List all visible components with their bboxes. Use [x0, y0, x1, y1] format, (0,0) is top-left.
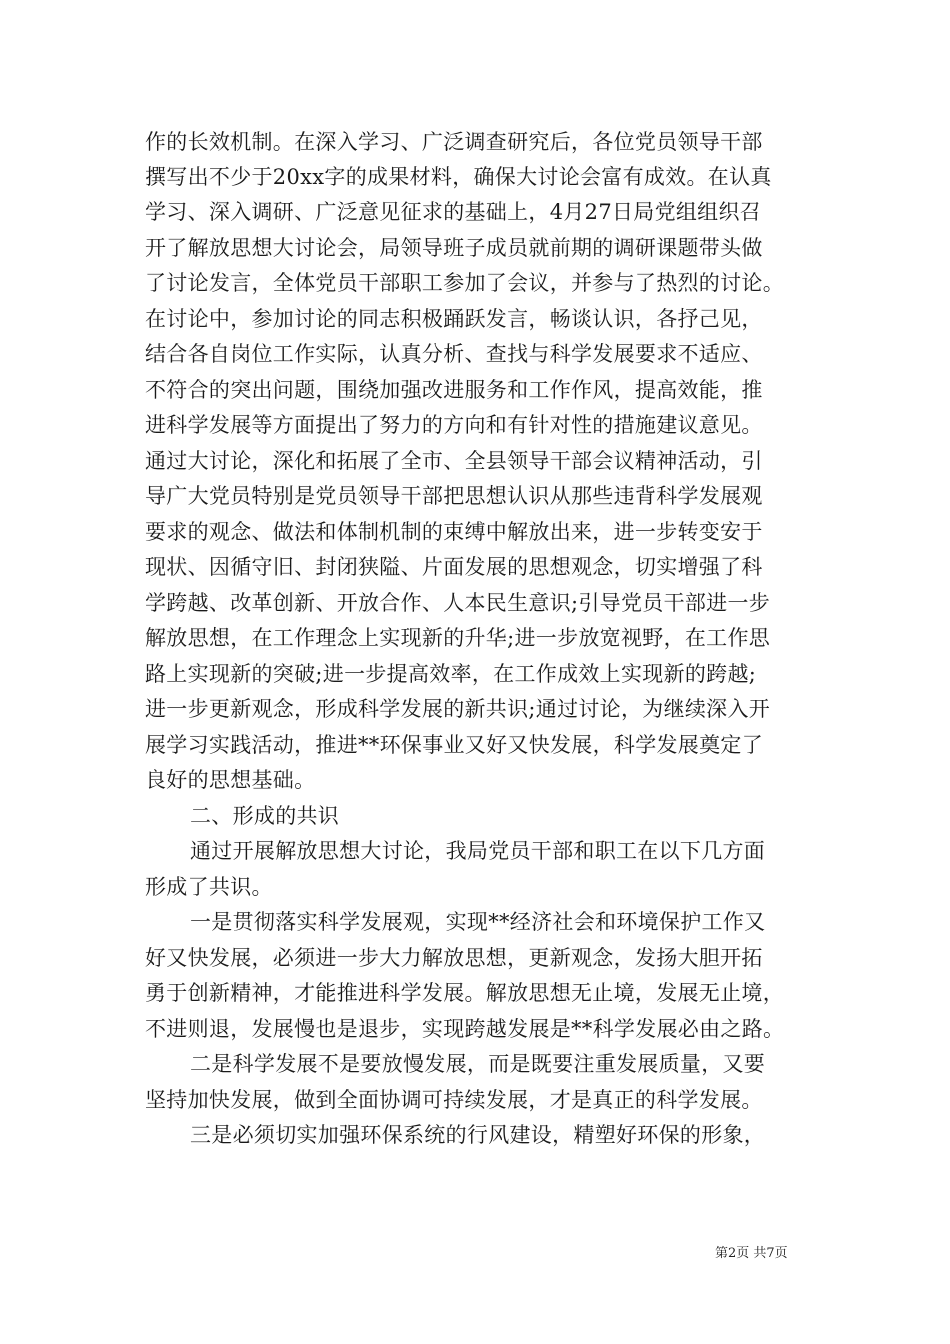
body-text-line: 不符合的突出问题，围绕加强改进服务和工作作风，提高效能，推 — [145, 378, 763, 402]
body-text-line: 开了解放思想大讨论会，局领导班子成员就前期的调研课题带头做 — [145, 236, 763, 260]
page-number-footer: 第2页 共7页 — [715, 1246, 788, 1261]
body-text-line: 三是必须切实加强环保系统的行风建设，精塑好环保的形象， — [190, 1123, 766, 1147]
body-text-line: 导广大党员特别是党员领导干部把思想认识从那些违背科学发展观 — [145, 484, 763, 508]
body-text-line: 进一步更新观念，形成科学发展的新共识;通过讨论，为继续深入开 — [145, 697, 771, 721]
body-text-line: 一是贯彻落实科学发展观，实现**经济社会和环境保护工作又 — [190, 910, 766, 934]
body-text-line: 学习、深入调研、广泛意见征求的基础上，4月27日局党组组织召 — [145, 200, 762, 224]
body-text-line: 形成了共识。 — [145, 875, 273, 899]
body-text-line: 通过大讨论，深化和拓展了全市、全县领导干部会议精神活动，引 — [145, 449, 763, 473]
body-text-line: 在讨论中，参加讨论的同志积极踊跃发言，畅谈认识，各抒己见， — [145, 307, 763, 331]
body-text-line: 坚持加快发展，做到全面协调可持续发展，才是真正的科学发展。 — [145, 1088, 763, 1112]
body-text-line: 不进则退，发展慢也是退步，实现跨越发展是**科学发展必由之路。 — [145, 1017, 785, 1041]
body-text-line: 良好的思想基础。 — [145, 768, 316, 792]
body-text-line: 路上实现新的突破;进一步提高效率，在工作成效上实现新的跨越; — [145, 662, 757, 686]
body-text-line: 了讨论发言，全体党员干部职工参加了会议，并参与了热烈的讨论。 — [145, 271, 784, 295]
body-text-line: 学跨越、改革创新、开放合作、人本民生意识;引导党员干部进一步 — [145, 591, 771, 615]
body-text-line: 结合各自岗位工作实际，认真分析、查找与科学发展要求不适应、 — [145, 342, 763, 366]
body-text-line: 作的长效机制。在深入学习、广泛调查研究后，各位党员领导干部 — [145, 130, 763, 154]
section-heading: 二、形成的共识 — [190, 804, 340, 828]
body-text-line: 通过开展解放思想大讨论，我局党员干部和职工在以下几方面 — [190, 839, 766, 863]
body-text-line: 勇于创新精神，才能推进科学发展。解放思想无止境，发展无止境， — [145, 981, 784, 1005]
body-text-line: 好又快发展，必须进一步大力解放思想，更新观念，发扬大胆开拓 — [145, 946, 763, 970]
body-text-line: 二是科学发展不是要放慢发展，而是既要注重发展质量，又要 — [190, 1052, 766, 1076]
body-text-line: 解放思想，在工作理念上实现新的升华;进一步放宽视野，在工作思 — [145, 626, 771, 650]
body-text-line: 撰写出不少于20xx字的成果材料，确保大讨论会富有成效。在认真 — [145, 165, 772, 189]
body-text-line: 现状、因循守旧、封闭狭隘、片面发展的思想观念，切实增强了科 — [145, 555, 763, 579]
body-text-line: 进科学发展等方面提出了努力的方向和有针对性的措施建议意见。 — [145, 413, 763, 437]
body-text-line: 要求的观念、做法和体制机制的束缚中解放出来，进一步转变安于 — [145, 520, 763, 544]
body-text-line: 展学习实践活动，推进**环保事业又好又快发展，科学发展奠定了 — [145, 733, 763, 757]
